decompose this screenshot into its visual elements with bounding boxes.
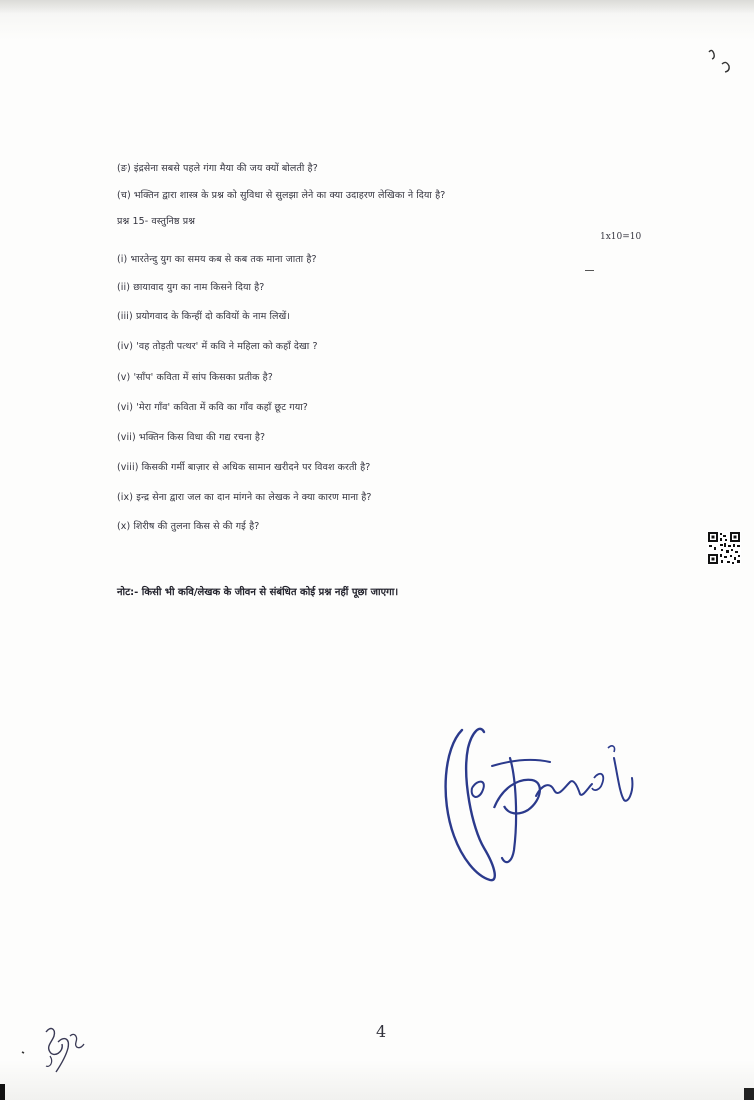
objective-question-5: (v) 'साँप' कविता में सांप किसका प्रतीक है? bbox=[117, 372, 273, 383]
scan-edge-mark-right bbox=[744, 1088, 754, 1100]
question-ch: (च) भक्तिन द्वारा शास्त्र के प्रश्न को सुविधा से सुलझा लेने का क्या उदाहरण लेखिका ने दिया है? bbox=[117, 190, 446, 201]
objective-question-8: (viii) किसकी गर्मी बाज़ार से अधिक सामान खरीदने पर विवश करती है? bbox=[117, 462, 371, 473]
scan-top-shadow bbox=[0, 0, 754, 14]
scan-edge-mark-left bbox=[0, 1084, 5, 1100]
initials-scribble-icon bbox=[20, 1022, 90, 1078]
objective-question-10: (x) शिरीष की तुलना किस से की गई है? bbox=[117, 521, 260, 532]
objective-question-6: (vi) 'मेरा गाँव' कविता में कवि का गाँव कहाँ छूट गया? bbox=[117, 402, 308, 413]
objective-question-4: (iv) 'वह तोड़ती पत्थर' में कवि ने महिला को कहाँ देखा ? bbox=[117, 341, 318, 352]
stray-dash bbox=[585, 270, 594, 271]
objective-question-9: (ix) इन्द्र सेना द्वारा जल का दान मांगने का लेखक ने क्या कारण माना है? bbox=[117, 492, 372, 503]
note-text: नोट:- किसी भी कवि/लेखक के जीवन से संबंधित कोई प्रश्न नहीं पूछा जाएगा। bbox=[117, 587, 399, 598]
objective-question-7: (vii) भक्तिन किस विधा की गद्य रचना है? bbox=[117, 432, 266, 443]
page-number: 4 bbox=[376, 1022, 387, 1041]
objective-question-2: (ii) छायावाद युग का नाम किसने दिया है? bbox=[117, 282, 265, 293]
corner-scribble-icon bbox=[706, 46, 734, 76]
section-marks: 1x10=10 bbox=[600, 232, 642, 242]
qr-code-icon bbox=[707, 531, 741, 565]
objective-question-3: (iii) प्रयोगवाद के किन्हीं दो कवियों के नाम लिखें। bbox=[117, 311, 291, 322]
question-e: (ङ) इंद्रसेना सबसे पहले गंगा मैया की जय क्यों बोलती है? bbox=[117, 163, 318, 174]
signature-icon bbox=[432, 718, 642, 888]
section-heading: प्रश्न 15- वस्तुनिष्ठ प्रश्न bbox=[117, 216, 196, 227]
objective-question-1: (i) भारतेन्दु युग का समय कब से कब तक माना जाता है? bbox=[117, 254, 317, 265]
